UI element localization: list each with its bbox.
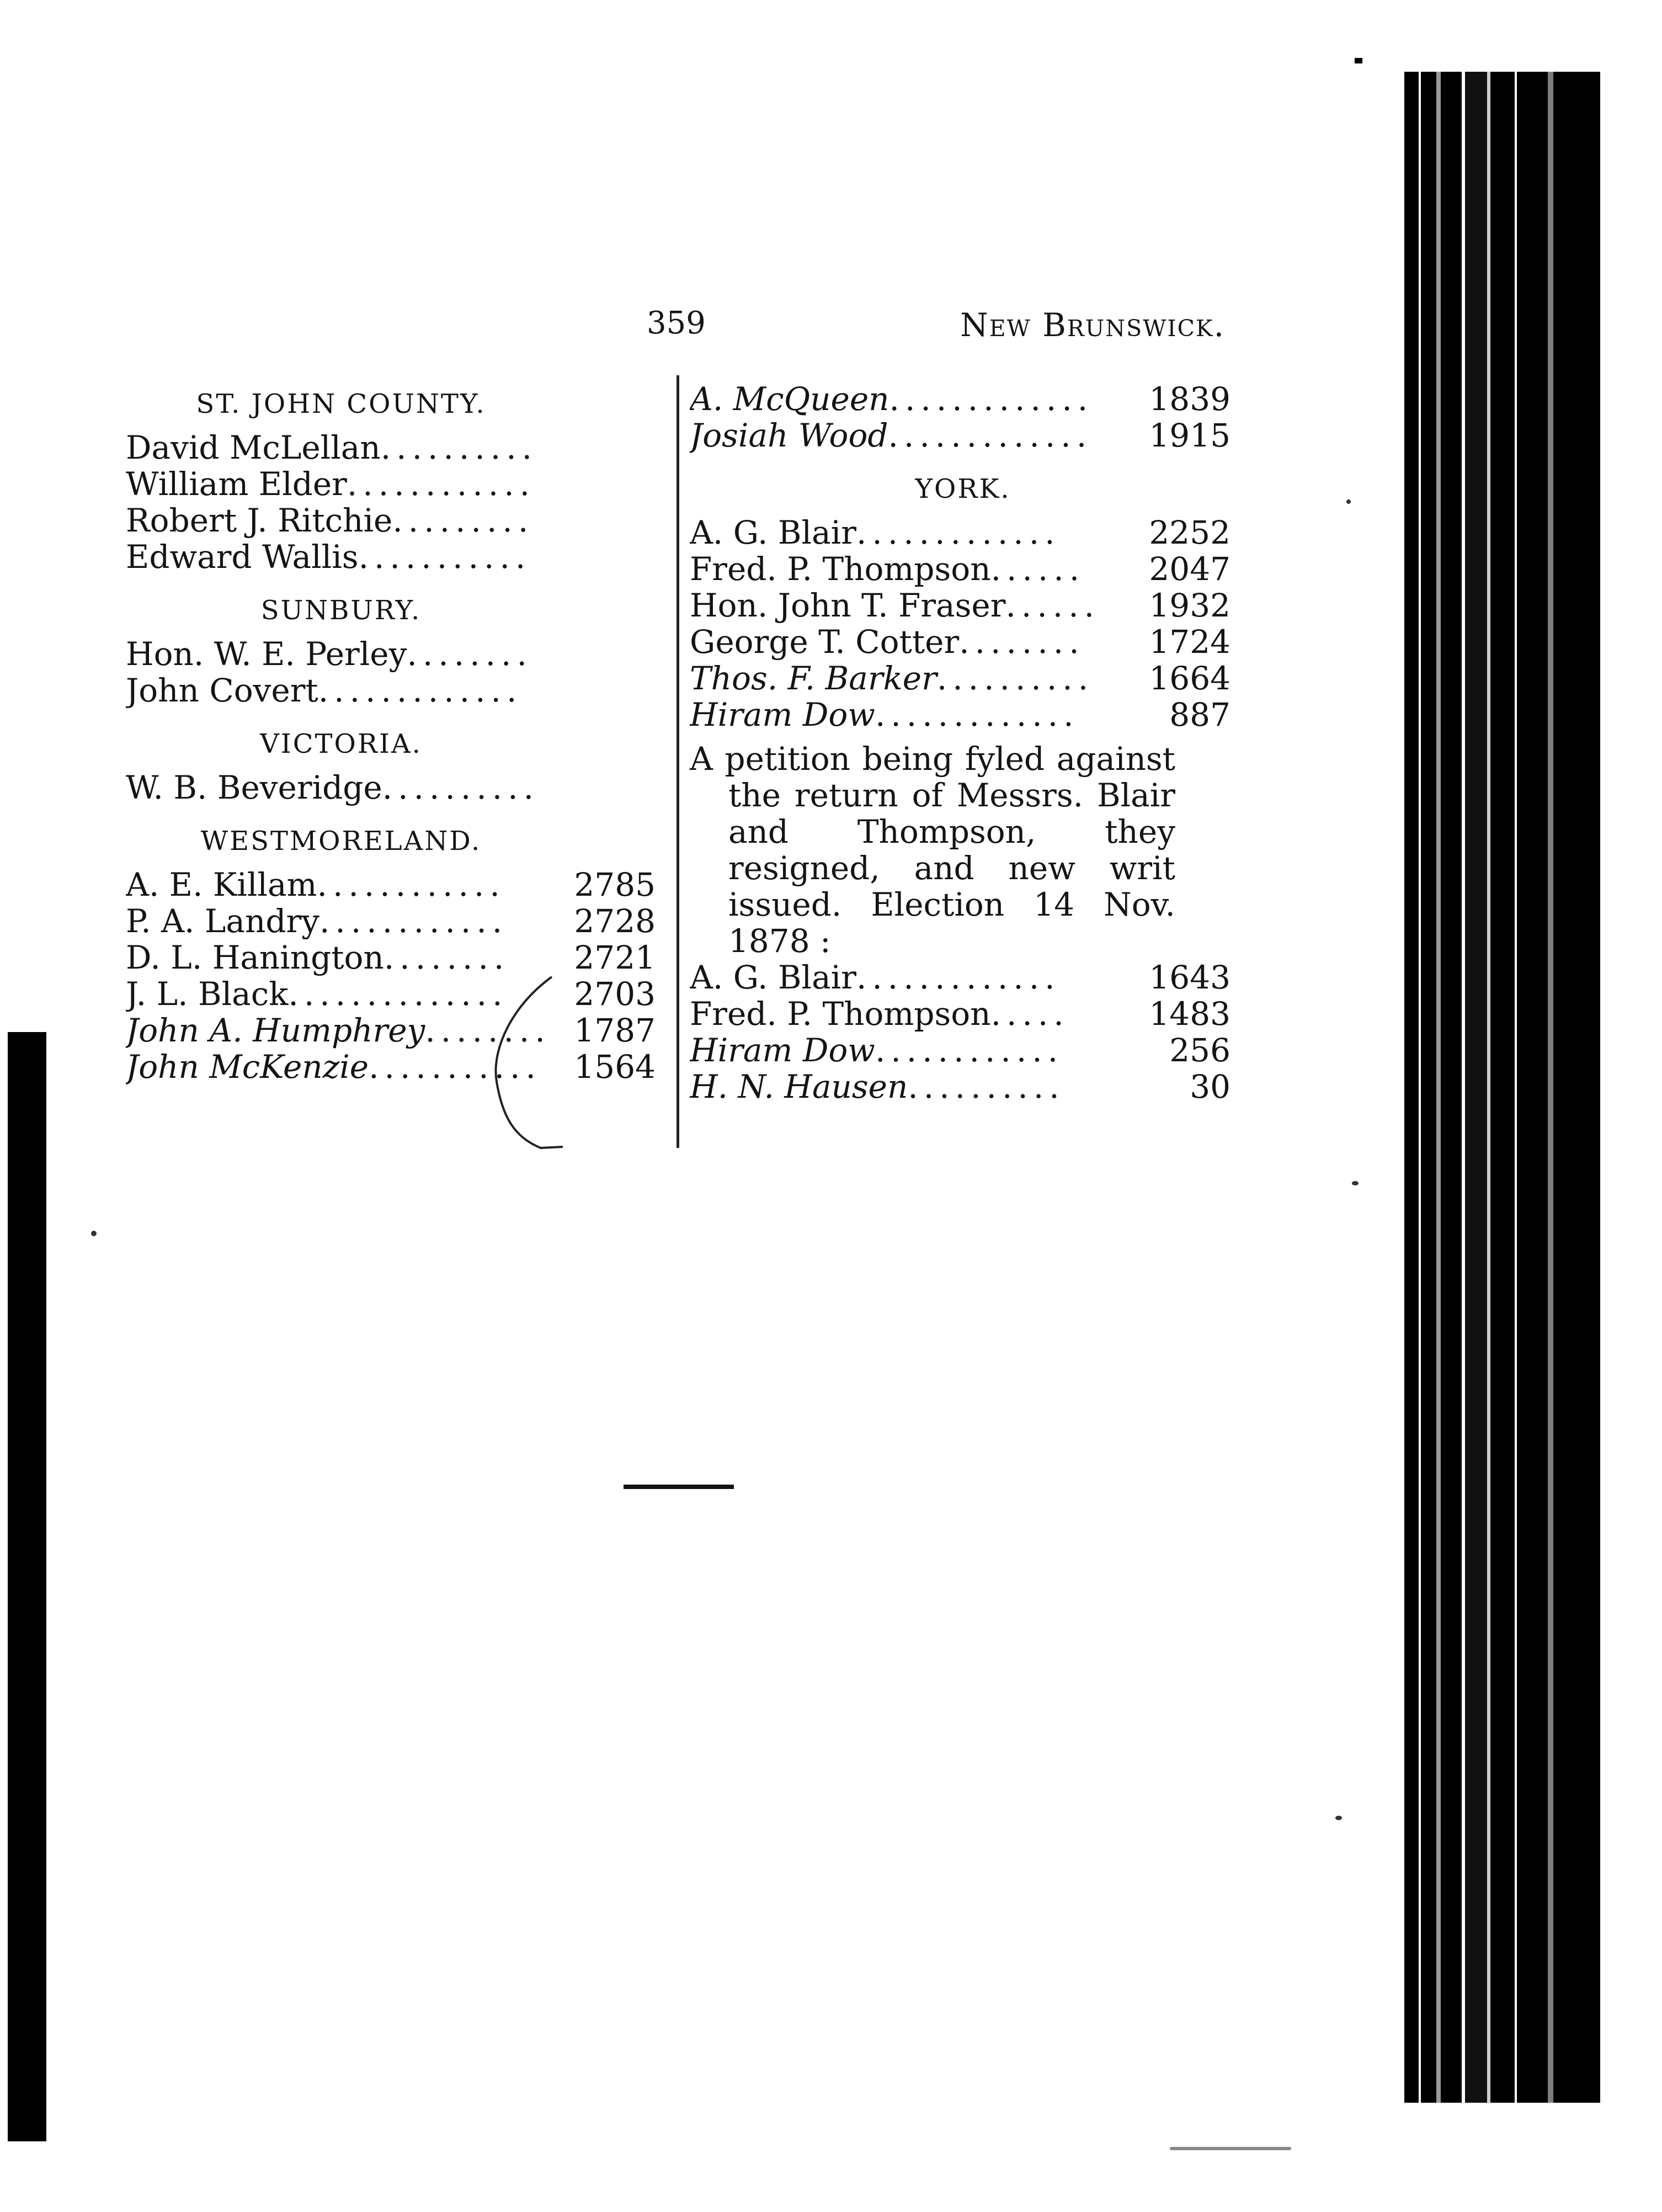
vote-count: 2721 bbox=[574, 939, 656, 976]
dot-leader: ...... bbox=[1005, 587, 1100, 624]
candidate-entry bbox=[126, 636, 672, 672]
candidate-entry bbox=[690, 696, 1236, 733]
scan-mark bbox=[1355, 58, 1362, 63]
candidate-entry bbox=[126, 502, 672, 539]
candidate-name: Robert J. Ritchie bbox=[126, 502, 393, 539]
section-end-rule bbox=[624, 1485, 734, 1489]
column-divider bbox=[676, 375, 679, 1148]
candidate-entry bbox=[690, 514, 1236, 551]
vote-count: 2728 bbox=[574, 902, 656, 940]
candidate-name: D. L. Hanington bbox=[126, 939, 384, 976]
candidate-entry bbox=[690, 1032, 1236, 1068]
candidate-entry bbox=[690, 996, 1236, 1032]
dot-leader: .............. bbox=[288, 976, 508, 1012]
dot-leader: ..... bbox=[990, 996, 1069, 1032]
candidate-name: Hiram Dow bbox=[690, 1032, 875, 1068]
section-heading: WESTMORELAND. bbox=[200, 826, 482, 857]
dot-leader: ............ bbox=[875, 1032, 1064, 1068]
scan-speck bbox=[91, 1231, 97, 1236]
dot-leader: ............ bbox=[347, 466, 536, 502]
candidate-name: Edward Wallis bbox=[126, 539, 359, 575]
candidate-name: W. B. Beveridge bbox=[126, 769, 382, 806]
candidate-name: Fred. P. Thompson bbox=[690, 996, 991, 1032]
candidate-entry bbox=[690, 1068, 1236, 1105]
dot-leader: ........... bbox=[369, 1049, 541, 1085]
candidate-entry bbox=[126, 466, 672, 502]
vote-count: 2047 bbox=[1149, 550, 1230, 588]
candidate-name: Hon. John T. Fraser bbox=[690, 587, 1006, 624]
candidate-name: Hiram Dow bbox=[690, 696, 875, 733]
candidate-name: William Elder bbox=[126, 466, 347, 502]
dot-leader: ............. bbox=[889, 381, 1094, 417]
vote-count: 2703 bbox=[574, 975, 656, 1013]
dot-leader: ............ bbox=[317, 866, 505, 903]
candidate-name: Thos. F. Barker bbox=[690, 660, 937, 696]
section-heading: VICTORIA. bbox=[260, 729, 422, 759]
petition-note: A petition being fyled against the return of Messrs. Blair and Thompson, they resigned, and new writ issued. Election 14 Nov. 1878 : bbox=[690, 740, 1175, 960]
candidate-name: A. McQueen bbox=[690, 381, 889, 417]
candidate-name: P. A. Landry bbox=[126, 903, 319, 939]
candidate-name: Fred. P. Thompson bbox=[690, 551, 991, 587]
candidate-entry bbox=[126, 1049, 672, 1085]
candidate-entry bbox=[690, 587, 1236, 624]
candidate-entry bbox=[126, 866, 672, 903]
candidate-entry bbox=[126, 1012, 672, 1049]
vote-count: 30 bbox=[1190, 1068, 1230, 1105]
right-column bbox=[690, 381, 1236, 1105]
dot-leader: ............ bbox=[319, 903, 508, 939]
scan-edge-shadow-left bbox=[8, 1032, 46, 2141]
candidate-entry bbox=[690, 660, 1236, 696]
candidate-name: John McKenzie bbox=[126, 1049, 369, 1085]
candidate-entry bbox=[126, 939, 672, 976]
section-heading: ST. JOHN COUNTY. bbox=[196, 389, 486, 419]
scan-speck bbox=[1170, 2147, 1291, 2150]
candidate-entry bbox=[690, 381, 1236, 417]
left-column bbox=[126, 385, 672, 1085]
vote-count: 1839 bbox=[1149, 380, 1230, 418]
candidate-entry bbox=[126, 429, 672, 466]
vote-count: 2252 bbox=[1149, 514, 1230, 551]
dot-leader: ............. bbox=[318, 672, 523, 709]
scan-page-edges bbox=[1404, 72, 1600, 2103]
dot-leader: ............. bbox=[856, 959, 1061, 996]
candidate-entry bbox=[690, 959, 1236, 996]
candidate-name: Josiah Wood bbox=[690, 417, 888, 454]
running-head: New Brunswick. bbox=[960, 306, 1226, 344]
candidate-name: David McLellan bbox=[126, 429, 381, 466]
vote-count: 1564 bbox=[574, 1048, 656, 1086]
candidate-entry bbox=[126, 539, 672, 575]
candidate-name: George T. Cotter bbox=[690, 624, 960, 660]
candidate-name: H. N. Hausen bbox=[690, 1068, 908, 1105]
candidate-name: John Covert bbox=[126, 672, 318, 709]
candidate-entry bbox=[690, 551, 1236, 587]
candidate-name: A. E. Killam bbox=[126, 866, 317, 903]
candidate-entry bbox=[126, 672, 672, 709]
vote-count: 1787 bbox=[574, 1012, 656, 1049]
scan-speck bbox=[1335, 1816, 1342, 1820]
handwritten-bracket-mark bbox=[469, 971, 579, 1159]
dot-leader: ......... bbox=[392, 502, 534, 539]
candidate-name: J. L. Black bbox=[126, 976, 289, 1012]
dot-leader: .......... bbox=[936, 660, 1094, 696]
dot-leader: ............. bbox=[888, 417, 1093, 454]
candidate-name: Hon. W. E. Perley bbox=[126, 636, 407, 672]
vote-count: 1724 bbox=[1149, 623, 1230, 661]
dot-leader: ........ bbox=[959, 624, 1085, 660]
section-heading: SUNBURY. bbox=[260, 595, 422, 626]
vote-count: 1664 bbox=[1149, 660, 1230, 697]
vote-count: 1915 bbox=[1149, 417, 1230, 454]
dot-leader: ........... bbox=[358, 539, 531, 575]
candidate-entry bbox=[126, 903, 672, 939]
vote-count: 1643 bbox=[1149, 959, 1230, 996]
candidate-entry bbox=[126, 769, 672, 806]
candidate-entry bbox=[690, 624, 1236, 660]
dot-leader: ........ bbox=[425, 1012, 551, 1049]
candidate-name: John A. Humphrey bbox=[126, 1012, 425, 1049]
vote-count: 256 bbox=[1169, 1031, 1230, 1069]
dot-leader: ...... bbox=[990, 551, 1085, 587]
vote-count: 887 bbox=[1169, 696, 1230, 733]
dot-leader: ........ bbox=[383, 939, 510, 976]
dot-leader: ............. bbox=[856, 514, 1061, 551]
vote-count: 2785 bbox=[574, 866, 656, 903]
scan-speck bbox=[1352, 1181, 1359, 1185]
dot-leader: ............. bbox=[875, 696, 1079, 733]
candidate-name: A. G. Blair bbox=[690, 959, 856, 996]
scan-speck bbox=[1346, 499, 1351, 504]
dot-leader: ........ bbox=[407, 636, 532, 672]
candidate-entry bbox=[126, 976, 672, 1012]
dot-leader: .......... bbox=[382, 769, 540, 806]
page-number: 359 bbox=[647, 305, 706, 341]
candidate-entry bbox=[690, 417, 1236, 454]
dot-leader: .......... bbox=[908, 1068, 1065, 1105]
candidate-name: A. G. Blair bbox=[690, 514, 856, 551]
section-heading: YORK. bbox=[915, 474, 1011, 504]
vote-count: 1483 bbox=[1149, 995, 1230, 1033]
vote-count: 1932 bbox=[1149, 587, 1230, 624]
dot-leader: .......... bbox=[380, 429, 538, 466]
